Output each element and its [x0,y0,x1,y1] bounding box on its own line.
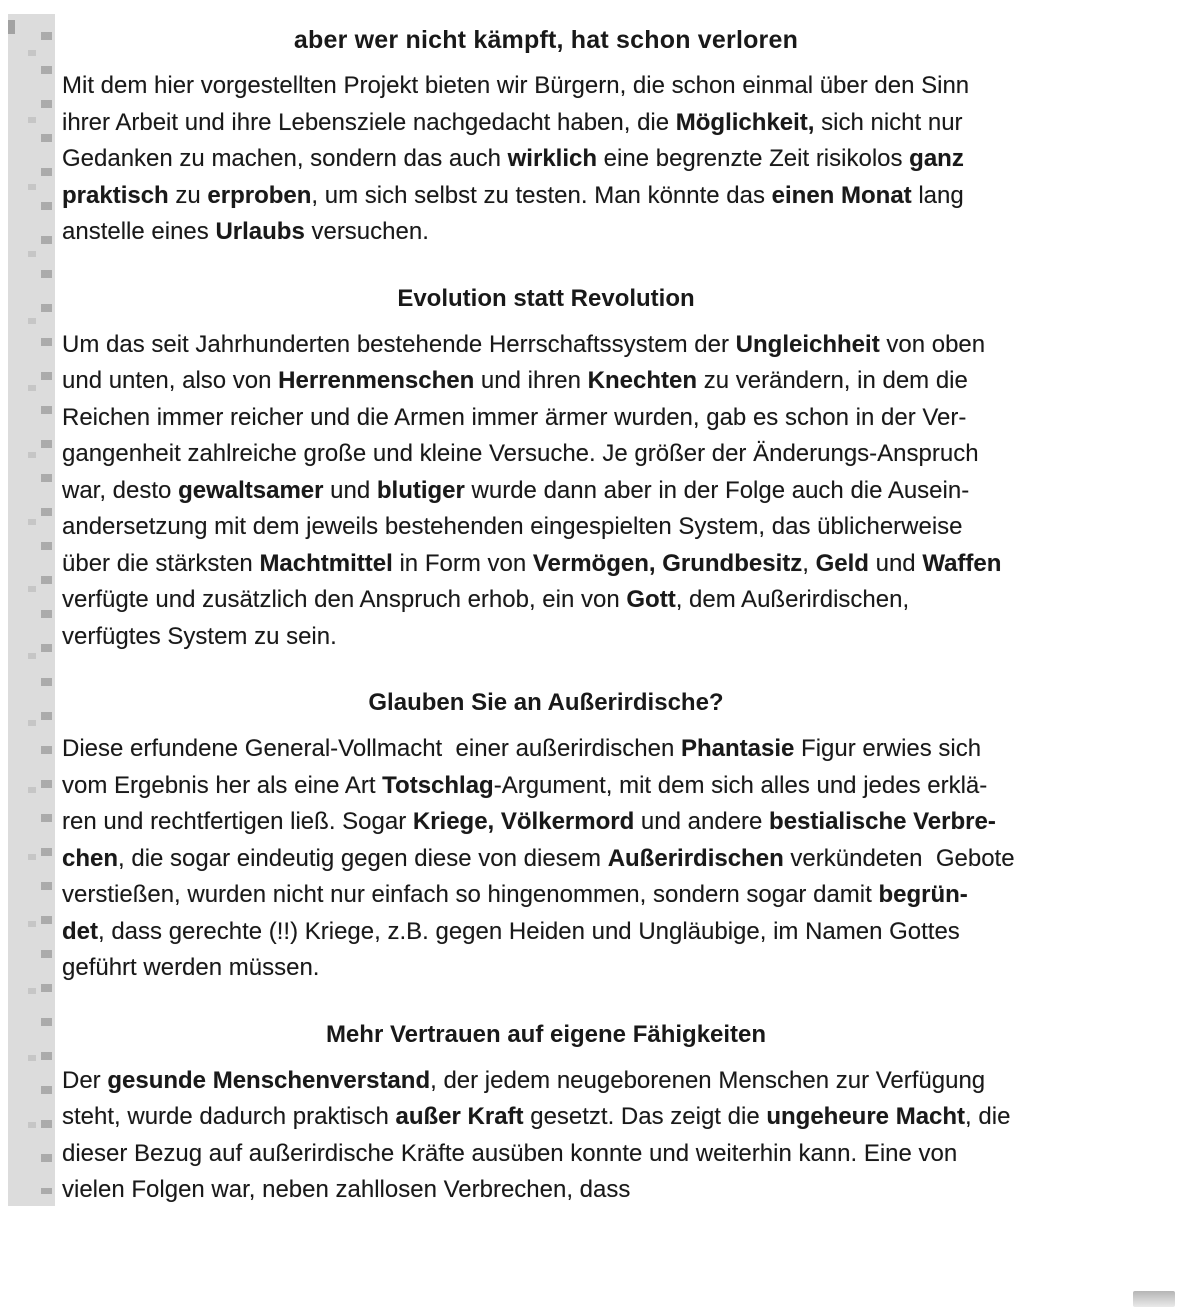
document-sections [62,68,1030,1209]
body-text: und ihren [474,367,588,394]
body-text: Der [62,1066,108,1094]
body-text: und unten, also von [62,367,279,394]
bold-text: einen Monat [771,181,912,209]
text-line [62,914,1030,951]
body-text: , der jedem neugeborenen Menschen zur Verfügung [430,1066,986,1094]
text-line [62,546,1030,583]
bold-text: bestialische Verbre- [769,808,996,835]
body-text: andersetzung mit dem jeweils bestehenden eingespielten System, das üblicherweise [62,513,963,540]
body-text: wurde dann aber in der Folge auch die Ausein- [464,476,970,504]
bold-text: Kriege, Völkermord [412,808,635,835]
text-line [62,877,1030,914]
body-text: über die stärksten [62,549,260,577]
body-text: , die [965,1103,1011,1130]
bold-text: praktisch [62,181,169,209]
text-line [62,768,1030,805]
bold-text: chen [62,844,119,872]
bold-text: Machtmittel [259,549,393,577]
bold-text: außer Kraft [395,1103,524,1130]
bold-text: Totschlag [382,771,494,799]
bold-text: Waffen [922,549,1002,577]
body-text: -Argument, mit dem sich alles und jedes erklä- [493,771,988,799]
bold-text: gewaltsamer [178,476,324,504]
text-line [62,950,1030,987]
body-text: Gedanken zu machen, sondern das auch [62,145,508,172]
text-line [62,619,1030,656]
scan-artifact-tick [8,20,15,34]
bold-text: blutiger [376,476,465,504]
bold-text: Möglichkeit, [675,108,815,136]
bold-text: det [62,917,98,945]
text-line [62,68,1030,105]
text-line [62,1063,1030,1100]
body-text: Reichen immer reicher und die Armen immer ärmer wurden, gab es schon in der Ver- [62,403,967,431]
body-text: vielen Folgen war, neben zahllosen Verbrechen, dass [62,1176,631,1203]
text-line [62,327,1030,364]
text-line [62,214,1030,251]
bold-text: ungeheure Macht [766,1103,966,1130]
text-line [62,436,1030,473]
text-line [62,363,1030,400]
body-text: dieser Bezug auf außerirdische Kräfte ausüben konnte und weiterhin kann. Eine von [62,1139,958,1167]
body-text: , dem Außerirdischen, [675,586,910,613]
bold-text: wirklich [507,145,598,172]
bold-text: Vermögen, Grundbesitz [532,549,803,577]
body-text: war, desto [62,476,179,504]
text-line [62,105,1030,142]
body-text: , um sich selbst zu testen. Man könnte das [311,181,772,209]
bold-text: Außerirdischen [607,844,784,872]
body-text: verstießen, wurden nicht nur einfach so hingenommen, sondern sogar damit [62,881,879,908]
bold-text: begrün- [878,881,968,908]
body-text: ihrer Arbeit und ihre Lebensziele nachgedacht haben, die [62,108,676,136]
section-heading: Evolution statt Revolution [397,284,695,312]
body-text: zu [168,181,208,209]
scan-artifact-smudge [1133,1291,1175,1307]
text-line [62,731,1030,768]
bold-text: Ungleichheit [735,330,880,358]
body-text: Um das seit Jahrhunderten bestehende Herrschaftssystem der [62,330,736,358]
section-heading: Mehr Vertrauen auf eigene Fähigkeiten [325,1020,767,1048]
body-text: in Form von [392,549,533,577]
bold-text: Urlaubs [215,218,305,245]
text-line [62,509,1030,546]
bold-text: Knechten [587,367,698,394]
body-text: gangenheit zahlreiche große und kleine Versuche. Je größer der Änderungs-Anspruch [62,440,979,467]
bold-text: Phantasie [681,735,795,762]
text-line [62,841,1030,878]
body-text: geführt werden müssen. [62,954,320,981]
body-text: Diese erfundene General-Vollmacht einer außerirdischen [62,735,681,762]
bold-text: ganz [909,145,964,172]
body-text: verfügtes System zu sein. [62,622,337,650]
document-content [62,14,1030,1209]
bold-text: erproben [207,181,312,209]
text-line [62,804,1030,841]
body-text: gesetzt. Das zeigt die [523,1103,767,1130]
text-line [62,1136,1030,1173]
body-text: anstelle eines [62,218,216,245]
body-text: verkündeten Gebote [783,844,1015,872]
document-title: aber wer nicht kämpft, hat schon verloren [293,26,799,54]
body-text: vom Ergebnis her als eine Art [62,771,383,799]
body-text: steht, wurde dadurch praktisch [62,1103,396,1130]
body-text: , dass gerechte (!!) Kriege, z.B. gegen Heiden und Ungläubige, im Namen Gottes [98,917,960,945]
bold-text: Gott [626,586,676,613]
body-text: und [868,549,923,577]
scan-artifact-strip [8,14,55,1206]
bold-text: Geld [815,549,869,577]
text-line [62,1172,1030,1209]
section-heading: Glauben Sie an Außerirdische? [368,689,724,716]
bold-text: Herrenmenschen [278,367,475,394]
text-line [62,473,1030,510]
body-text: Mit dem hier vorgestellten Projekt bieten wir Bürgern, die schon einmal über den Sinn [62,72,970,99]
body-text: zu verändern, in dem die [697,367,968,394]
body-text: Figur erwies sich [794,735,982,762]
body-text: sich nicht nur [814,108,963,136]
text-line [62,178,1030,215]
text-line [62,400,1030,437]
body-text: versuchen. [304,218,429,245]
body-text: von oben [879,330,986,358]
body-text: , [802,549,816,577]
body-text: lang [911,181,964,209]
text-line [62,141,1030,178]
body-text: eine begrenzte Zeit risikolos [597,145,910,172]
body-text: und andere [634,808,770,835]
body-text: und [323,476,377,504]
body-text: verfügte und zusätzlich den Anspruch erhob, ein von [62,586,627,613]
text-line [62,1099,1030,1136]
body-text: ren und rechtfertigen ließ. Sogar [62,808,413,835]
text-line [62,582,1030,619]
bold-text: gesunde Menschenverstand [107,1066,431,1094]
body-text: , die sogar eindeutig gegen diese von diesem [118,844,608,872]
